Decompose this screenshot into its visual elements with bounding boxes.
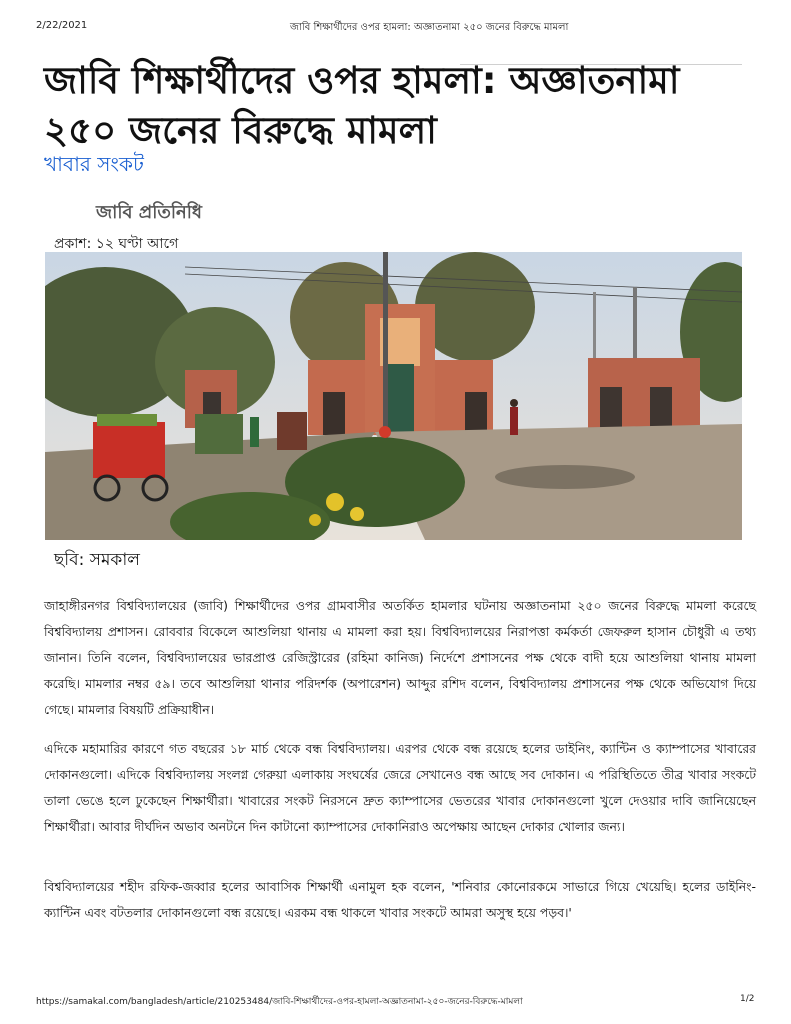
print-page-title: জাবি শিক্ষার্থীদের ওপর হামলা: অজ্ঞাতনামা ২৫০ জনের বিরুদ্ধে মামলা	[290, 22, 569, 33]
print-page-number: 1/2	[740, 994, 755, 1004]
category-link[interactable]: খাবার সংকট	[44, 152, 144, 176]
article-photo	[45, 252, 742, 540]
article-headline: জাবি শিক্ষার্থীদের ওপর হামলা: অজ্ঞাতনামা ২৫০ জনের বিরুদ্ধে মামলা	[44, 59, 680, 152]
article-author: জাবি প্রতিনিধি	[96, 202, 202, 223]
print-footer-url: https://samakal.com/bangladesh/article/210253484/জাবি-শিক্ষার্থীদের-ওপর-হামলা-অজ্ঞাতনামা-২৫০-জনের-বিরুদ্ধে-মামলা	[36, 997, 523, 1007]
article-paragraph-2: এদিকে মহামারির কারণে গত বছরের ১৮ মার্চ থেকে বন্ধ বিশ্ববিদ্যালয়। এরপর থেকে বন্ধ রয়েছে হলের ডাইনিং, ক্যান্টিন ও ক্যাম্পাসের খাবারের দোকানগুলো। এদিকে বিশ্ববিদ্যালয় সংলগ্ন গেরুয়া এলাকায় সংঘর্ষের জেরে সেখানেও বন্ধ আছে সব দোকান। এ পরিস্থিতিতে তীব্র খাবার সংকটে তালা ভেঙে হলে ঢুকেছেন শিক্ষার্থীরা। খাবারের সংকট নিরসনে দ্রুত ক্যাম্পাসের ভেতরের খাবার দোকানগুলো খুলে দেওয়ার দাবি জানিয়েছেন শিক্ষার্থীরা। আবার দীর্ঘদিন অভাব অনটনে দিন কাটানো ক্যাম্পাসের দোকানিরাও অপেক্ষায় আছেন দোকার খোলার জন্য।	[44, 741, 756, 834]
article-paragraph-3: বিশ্ববিদ্যালয়ের শহীদ রফিক-জব্বার হলের আবাসিক শিক্ষার্থী এনামুল হক বলেন, 'শনিবার কোনোরকমে সাভারে গিয়ে খেয়েছি। হলের ডাইনিং-ক্যান্টিন এবং বটতলার দোকানগুলো বন্ধ রয়েছে। এরকম বন্ধ থাকলে খাবার সংকটে আমরা অসুস্থ হয়ে পড়ব।'	[44, 879, 756, 920]
published-time: প্রকাশ: ১২ ঘণ্টা আগে	[54, 236, 179, 252]
article-paragraph-1: জাহাঙ্গীরনগর বিশ্ববিদ্যালয়ের (জাবি) শিক্ষার্থীদের ওপর গ্রামবাসীর অতর্কিত হামলার ঘটনায় অজ্ঞাতনামা ২৫০ জনের বিরুদ্ধে মামলা করেছে বিশ্ববিদ্যালয় প্রশাসন। রোববার বিকেলে আশুলিয়া থানায় এ মামলা করা হয়। বিশ্ববিদ্যালয়ের নিরাপত্তা কর্মকর্তা জেফরুল হাসান চৌধুরী এ তথ্য জানান। তিনি বলেন, বিশ্ববিদ্যালয়ের ভারপ্রাপ্ত রেজিস্ট্রারের (রহিমা কানিজ) নির্দেশে প্রশাসনের পক্ষ থেকে বাদী হয়ে আশুলিয়া থানায় মামলা করেছি। মামলার নম্বর ৫৯। তবে আশুলিয়া থানার পরিদর্শক (অপারেশন) আব্দুর রশিদ বলেন, বিশ্ববিদ্যালয় প্রশাসনের পক্ষ থেকে অভিযোগ দিয়ে গেছে। মামলার বিষয়টি প্রক্রিয়াধীন।	[44, 598, 756, 717]
photo-caption: ছবি: সমকাল	[54, 550, 140, 570]
print-date: 2/22/2021	[36, 20, 88, 31]
